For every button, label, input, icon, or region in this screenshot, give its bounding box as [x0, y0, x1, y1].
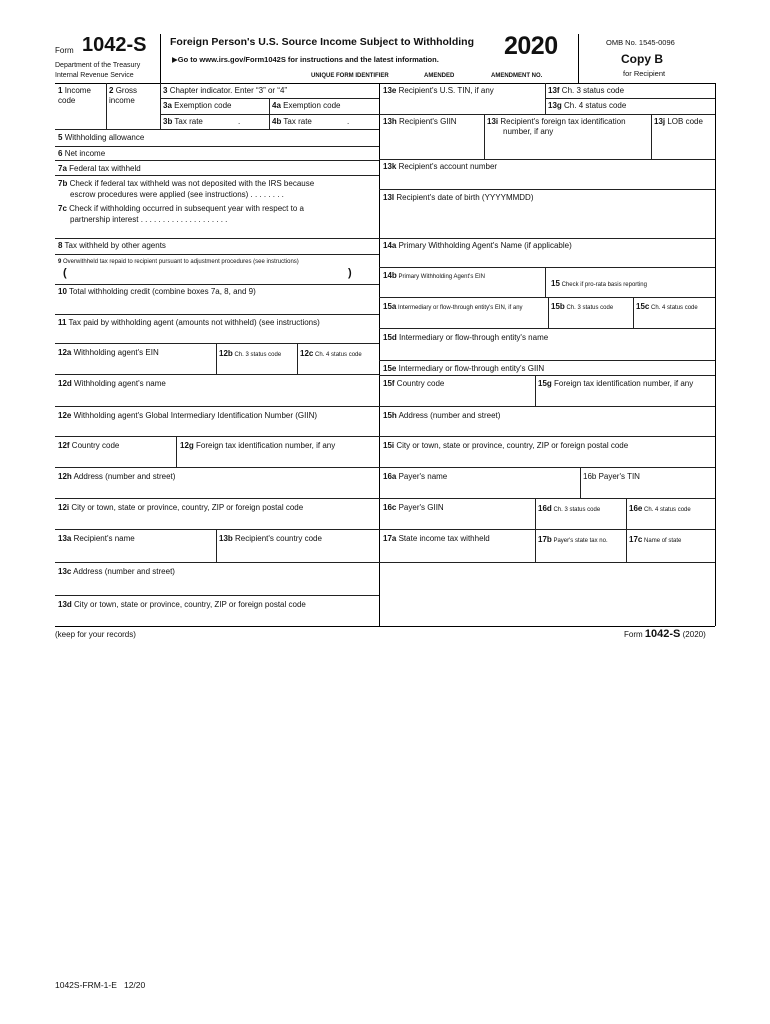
box-15f-country-code[interactable]: 15f Country code [383, 379, 445, 388]
box-13i-text-line2: number, if any [503, 127, 554, 136]
box-3b-decimal: . [238, 117, 241, 126]
box-13i-recipient-foreign-tax-id[interactable]: 13i Recipient's foreign tax identification [487, 117, 626, 126]
box-5-withholding-allowance[interactable]: 5 Withholding allowance [58, 133, 145, 142]
box-13e-recipient-us-tin[interactable]: 13e Recipient's U.S. TIN, if any [383, 86, 494, 95]
box-7a-federal-tax-withheld[interactable]: 7a Federal tax withheld [58, 164, 141, 173]
box-12e-withholding-agent-giin[interactable]: 12e Withholding agent's Global Intermediary Identification Number (GIIN) [58, 411, 318, 420]
box-6-net-income[interactable]: 6 Net income [58, 149, 106, 158]
amended-label: AMENDED [424, 73, 455, 79]
box-13j-lob-code[interactable]: 13j LOB code [654, 117, 703, 126]
box-15g-foreign-tax-id[interactable]: 15g Foreign tax identification number, if any [538, 379, 694, 388]
box-7c-text-line2: partnership interest . . . . . . . . . . . . . . . . . . . . [70, 215, 228, 224]
box-3a-exemption-code[interactable]: 3a Exemption code [163, 101, 232, 110]
box-13h-recipient-giin[interactable]: 13h Recipient's GIIN [383, 117, 457, 126]
box-13d-city-state-zip[interactable]: 13d City or town, state or province, country, ZIP or foreign postal code [58, 600, 306, 609]
box-2-gross-income[interactable]: 2 Gross income [109, 86, 138, 105]
box-4b-tax-rate[interactable]: 4b Tax rate [272, 117, 312, 126]
box-1-income-code[interactable]: 1 Income code [58, 86, 91, 105]
box-13c-address[interactable]: 13c Address (number and street) [58, 567, 175, 576]
box-11-tax-paid-by-agent[interactable]: 11 Tax paid by withholding agent (amounts not withheld) (see instructions) [58, 318, 320, 327]
tax-year: 2020 [504, 32, 558, 60]
box-13f-ch3-status-code[interactable]: 13f Ch. 3 status code [548, 86, 625, 95]
box-9-paren-open: ( [63, 267, 67, 279]
form-prefix: Form [55, 46, 74, 55]
box-15c-ch4-status-code[interactable]: 15c Ch. 4 status code [636, 302, 698, 311]
box-7c-subsequent-year-checkbox[interactable]: 7c Check if withholding occurred in subsequent year with respect to a [58, 204, 304, 213]
keep-for-records: (keep for your records) [55, 630, 136, 639]
box-17a-state-tax-withheld[interactable]: 17a State income tax withheld [383, 534, 490, 543]
dept-line-2: Internal Revenue Service [55, 72, 134, 79]
goto-instructions: ▶Go to www.irs.gov/Form1042S for instructions and the latest information. [172, 55, 439, 64]
box-4a-exemption-code[interactable]: 4a Exemption code [272, 101, 341, 110]
box-16d-ch3-status-code[interactable]: 16d Ch. 3 status code [538, 504, 601, 513]
box-13g-ch4-status-code[interactable]: 13g Ch. 4 status code [548, 101, 627, 110]
form-number: 1042-S [82, 34, 147, 56]
box-13l-recipient-date-of-birth[interactable]: 13l Recipient's date of birth (YYYYMMDD) [383, 193, 534, 202]
box-12f-country-code[interactable]: 12f Country code [58, 441, 120, 450]
copy-label: Copy B [621, 52, 663, 66]
box-16b-payer-tin[interactable]: 16b Payer's TIN [583, 472, 640, 481]
catalog-number: 1042S-FRM-1-E 12/20 [55, 980, 146, 990]
box-16a-payer-name[interactable]: 16a Payer's name [383, 472, 448, 481]
box-13b-recipient-country-code[interactable]: 13b Recipient's country code [219, 534, 322, 543]
unique-form-identifier: UNIQUE FORM IDENTIFIER [311, 73, 389, 79]
box-15-pro-rata-checkbox[interactable]: 15 Check if pro-rata basis reporting [551, 279, 647, 288]
box-15a-intermediary-ein[interactable]: 15a Intermediary or flow-through entity's EIN, if any [383, 302, 523, 311]
box-9-paren-close: ) [348, 267, 352, 279]
box-12a-withholding-agent-ein[interactable]: 12a Withholding agent's EIN [58, 348, 159, 357]
box-14b-primary-agent-ein[interactable]: 14b Primary Withholding Agent's EIN [383, 271, 485, 280]
box-15d-intermediary-name[interactable]: 15d Intermediary or flow-through entity's name [383, 333, 549, 342]
omb-number: OMB No. 1545-0096 [606, 38, 675, 47]
box-3-chapter-indicator[interactable]: 3 Chapter indicator. Enter “3” or “4” [163, 86, 288, 95]
box-15i-city-state-zip[interactable]: 15i City or town, state or province, country, ZIP or foreign postal code [383, 441, 629, 450]
box-16e-ch4-status-code[interactable]: 16e Ch. 4 status code [629, 504, 691, 513]
box-8-tax-withheld-other-agents[interactable]: 8 Tax withheld by other agents [58, 241, 166, 250]
box-7b-escrow-checkbox[interactable]: 7b Check if federal tax withheld was not deposited with the IRS because [58, 179, 315, 188]
box-17c-name-of-state[interactable]: 17c Name of state [629, 535, 682, 544]
box-12h-address[interactable]: 12h Address (number and street) [58, 472, 176, 481]
box-10-total-withholding-credit[interactable]: 10 Total withholding credit (combine boxes 7a, 8, and 9) [58, 287, 256, 296]
box-12g-foreign-tax-id[interactable]: 12g Foreign tax identification number, if any [180, 441, 336, 450]
box-9-overwithheld-tax[interactable]: 9 Overwithheld tax repaid to recipient pursuant to adjustment procedures (see instructions) [58, 259, 299, 265]
box-15b-ch3-status-code[interactable]: 15b Ch. 3 status code [551, 302, 614, 311]
box-12d-withholding-agent-name[interactable]: 12d Withholding agent's name [58, 379, 166, 388]
box-7b-text-line2: escrow procedures were applied (see instructions) . . . . . . . . [70, 190, 284, 199]
dept-line-1: Department of the Treasury [55, 62, 141, 69]
box-15h-address[interactable]: 15h Address (number and street) [383, 411, 501, 420]
box-14a-primary-agent-name[interactable]: 14a Primary Withholding Agent's Name (if applicable) [383, 241, 572, 250]
box-17b-payer-state-tax-no[interactable]: 17b Payer's state tax no. [538, 535, 608, 544]
footer-form-id: Form 1042-S (2020) [624, 628, 706, 640]
box-12b-ch3-status-code[interactable]: 12b Ch. 3 status code [219, 349, 282, 358]
box-16c-payer-giin[interactable]: 16c Payer's GIIN [383, 503, 444, 512]
box-3b-tax-rate[interactable]: 3b Tax rate [163, 117, 203, 126]
box-13a-recipient-name[interactable]: 13a Recipient's name [58, 534, 135, 543]
box-12i-city-state-zip[interactable]: 12i City or town, state or province, country, ZIP or foreign postal code [58, 503, 304, 512]
box-4b-decimal: . [347, 117, 350, 126]
box-15e-intermediary-giin[interactable]: 15e Intermediary or flow-through entity's GIIN [383, 364, 545, 373]
box-13k-recipient-account-number[interactable]: 13k Recipient's account number [383, 162, 498, 171]
form-title: Foreign Person's U.S. Source Income Subject to Withholding [170, 36, 475, 48]
amendment-no-label: AMENDMENT NO. [491, 73, 543, 79]
box-12c-ch4-status-code[interactable]: 12c Ch. 4 status code [300, 349, 362, 358]
for-recipient-label: for Recipient [623, 69, 666, 78]
